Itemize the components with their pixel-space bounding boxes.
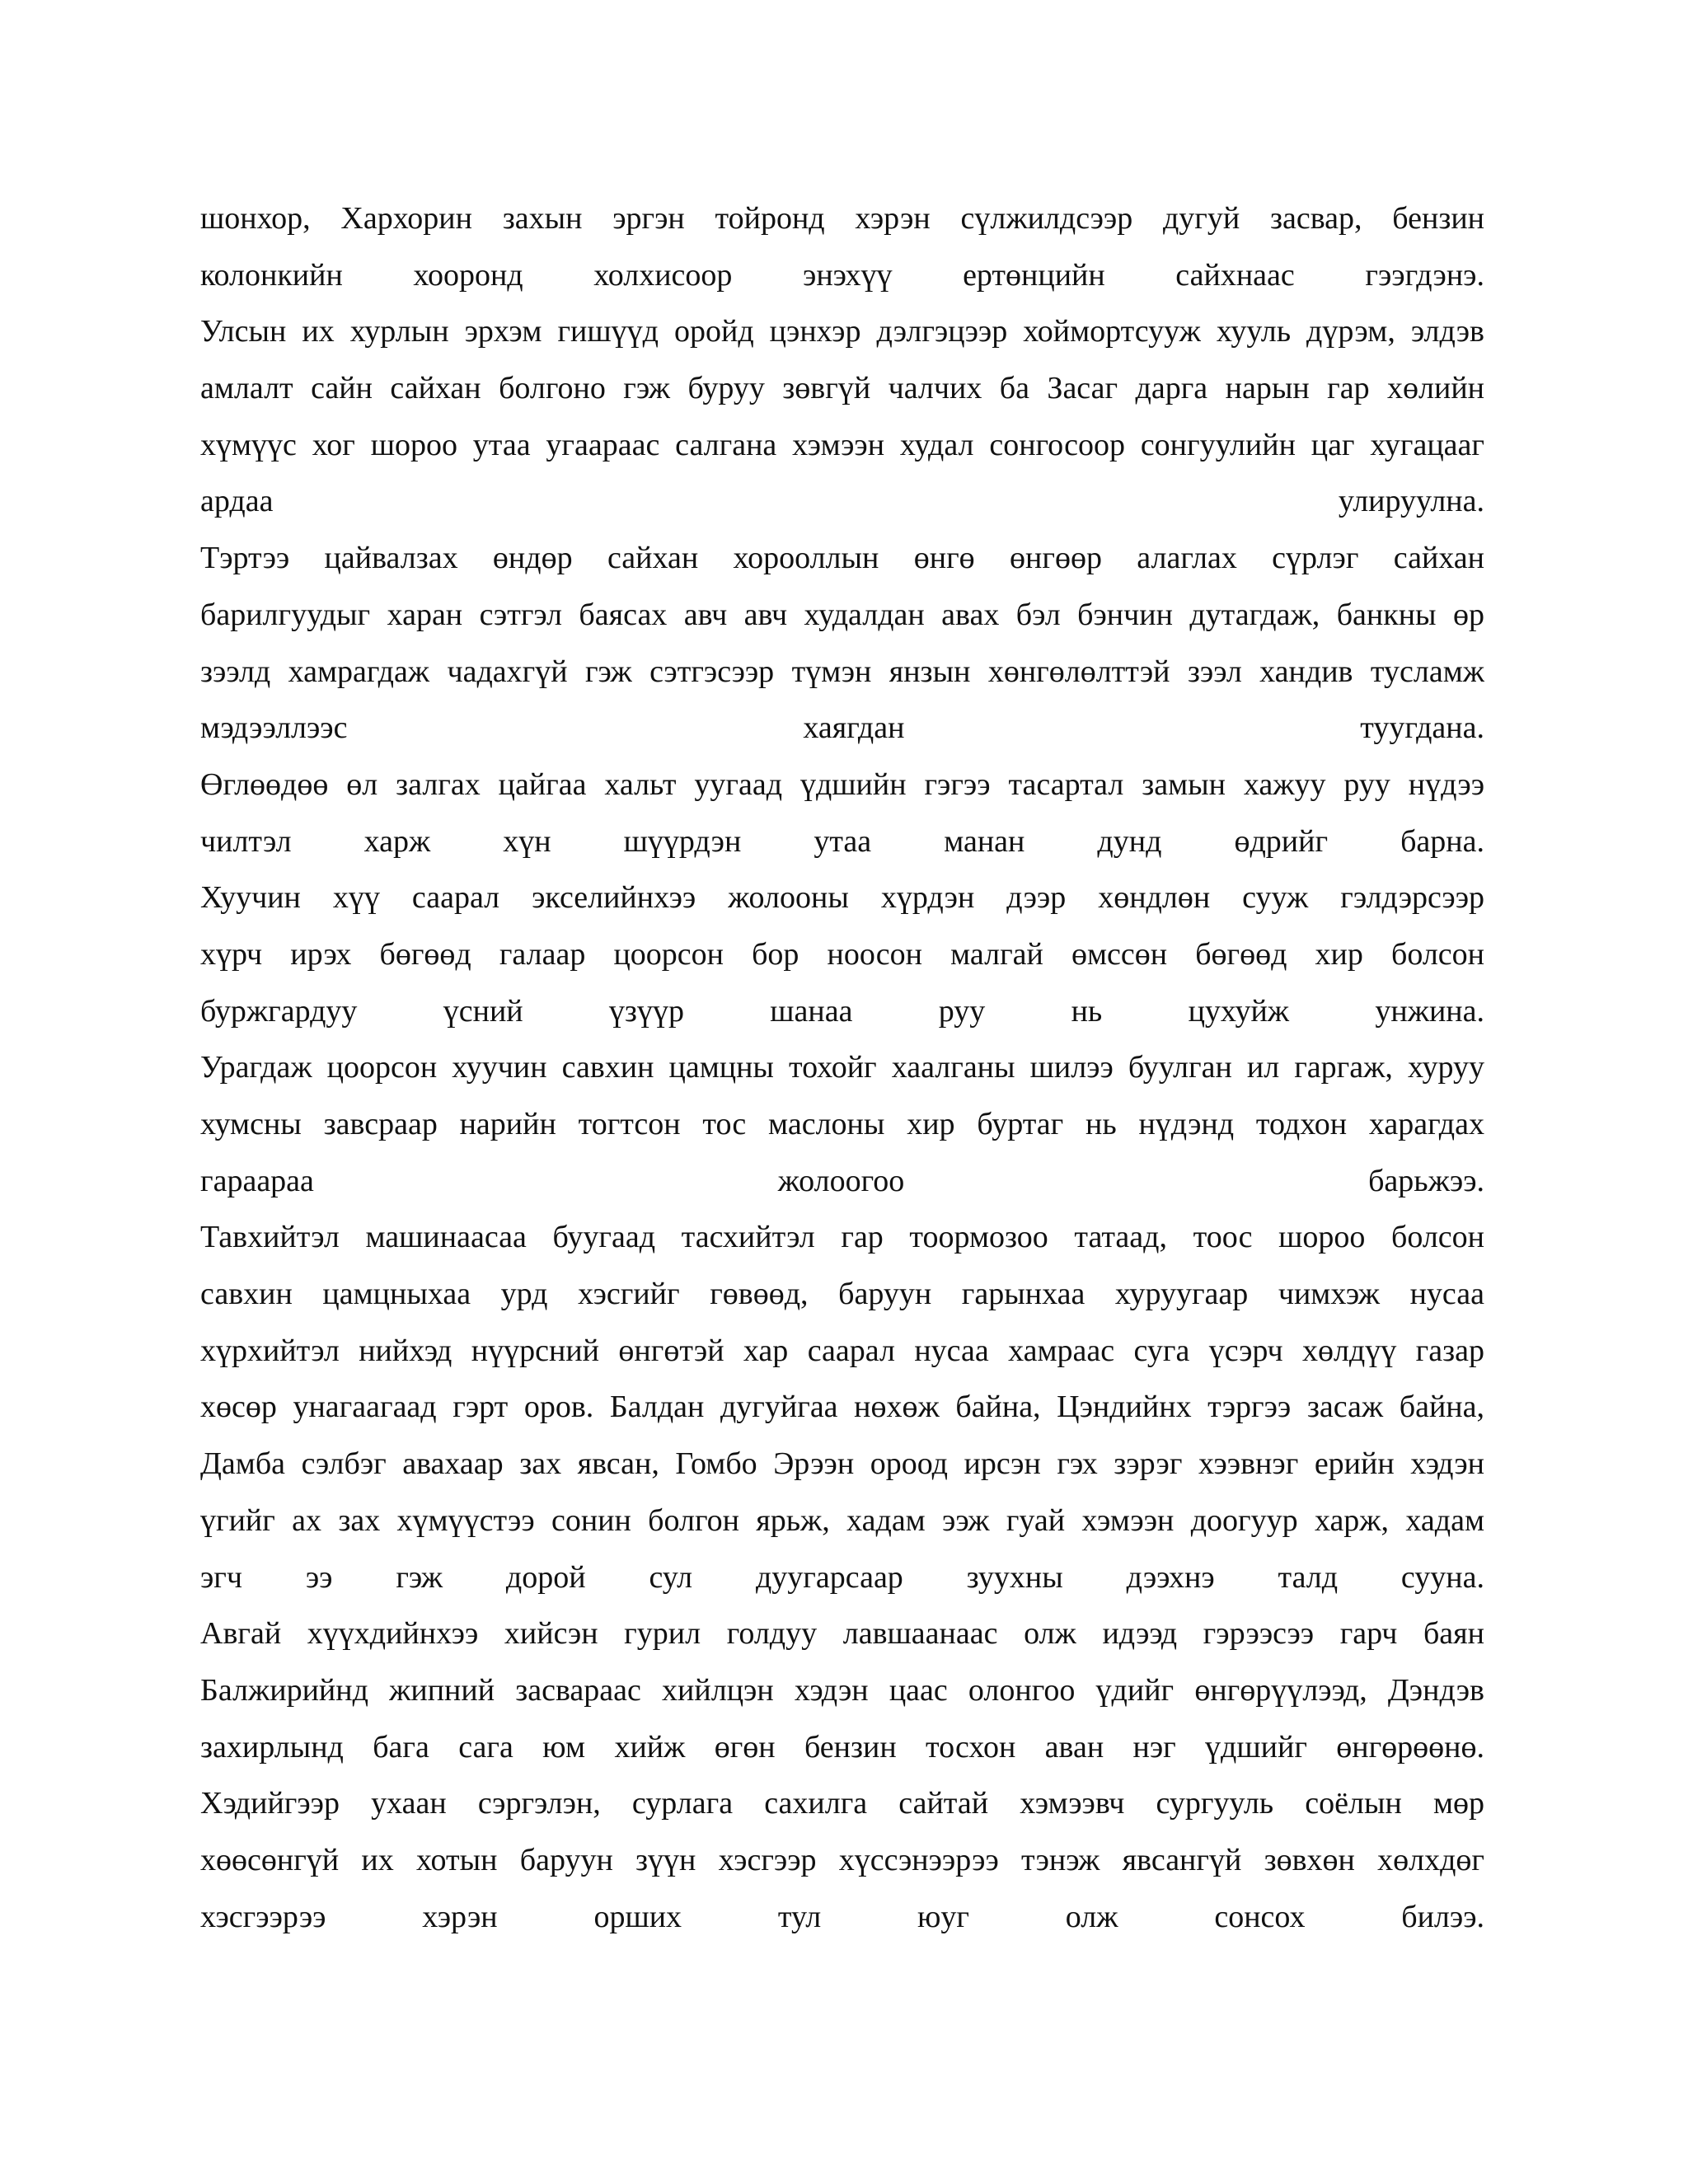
text-line: Хуучин хүү саарал экселийнхээ жолооны хүрдэн дээр хөндлөн сууж гэлдэрсээр bbox=[200, 880, 1484, 916]
text-line: Тэртээ цайвалзах өндөр сайхан хорооллын өнгө өнгөөр алаглах сүрлэг сайхан bbox=[200, 541, 1484, 576]
text-line: мэдээллээс хаягдан туугдана. bbox=[200, 710, 1484, 746]
text-line: зээлд хамрагдаж чадахгүй гэж сэтгэсээр түмэн янзын хөнгөлөлттэй зээл хандив тусламж bbox=[200, 654, 1484, 689]
text-line: колонкийн хооронд холхисоор энэхүү ертөнцийн сайхнаас гээгдэнэ. bbox=[200, 257, 1484, 293]
text-line: хүрхийтэл нийхэд нүүрсний өнгөтэй хар саарал нусаа хамраас суга үсэрч хөлдүү газар bbox=[200, 1333, 1484, 1368]
text-line: Дамба сэлбэг авахаар зах явсан, Гомбо Эрээн ороод ирсэн гэх зэрэг хээвнэг ерийн хэдэн bbox=[200, 1446, 1484, 1482]
text-line: ардаа улируулна. bbox=[200, 484, 1484, 519]
text-line: эгч ээ гэж дорой сул дуугарсаар зуухны дээхнэ талд сууна. bbox=[200, 1559, 1484, 1595]
text-line: гараараа жолоогоо барьжээ. bbox=[200, 1163, 1484, 1198]
text-line: хэсгээрээ хэрэн орших тул юуг олж сонсох билээ. bbox=[200, 1899, 1484, 1934]
text-line: Тавхийтэл машинаасаа буугаад тасхийтэл гар тоормозоо татаад, тоос шороо болсон bbox=[200, 1220, 1484, 1255]
text-line: амлалт сайн сайхан болгоно гэж буруу зөвгүй чалчих ба Засаг дарга нарын гар хөлийн bbox=[200, 371, 1484, 406]
text-line: савхин цамцныхаа урд хэсгийг гөвөөд, баруун гарынхаа хуруугаар чимхэж нусаа bbox=[200, 1277, 1484, 1312]
document-body-text bbox=[200, 194, 1484, 1949]
text-line: Хэдийгээр ухаан сэргэлэн, сурлага сахилга сайтай хэмээвч сургууль соёлын мөр bbox=[200, 1786, 1484, 1821]
text-line: Балжирийнд жипний засвараас хийлцэн хэдэн цаас олонгоо үдийг өнгөрүүлээд, Дэндэв bbox=[200, 1672, 1484, 1708]
text-line: хумсны завсраар нарийн тогтсон тос маслоны хир буртаг нь нүдэнд тодхон харагдах bbox=[200, 1107, 1484, 1141]
text-line: Авгай хүүхдийнхээ хийсэн гурил голдуу лавшаанаас олж идээд гэрээсээ гарч баян bbox=[200, 1616, 1484, 1652]
text-line: Өглөөдөө өл залгах цайгаа хальт уугаад үдшийн гэгээ тасартал замын хажуу руу нүдээ bbox=[200, 766, 1484, 802]
text-line: барилгуудыг харан сэтгэл баясах авч авч худалдан авах бэл бэнчин дутагдаж, банкны өр bbox=[200, 597, 1484, 632]
text-line: үгийг ах зах хүмүүстээ сонин болгон ярьж, хадам ээж гуай хэмээн доогуур харж, хадам bbox=[200, 1502, 1484, 1538]
text-line: хүрч ирэх бөгөөд галаар цоорсон бор ноосон малгай өмссөн бөгөөд хир болсон bbox=[200, 936, 1484, 972]
text-line: буржгардуу үсний үзүүр шанаа руу нь цухуйж унжина. bbox=[200, 993, 1484, 1029]
text-line: хөөсөнгүй их хотын баруун зүүн хэсгээр хүссэнээрээ тэнэж явсангүй зөвхөн хөлхдөг bbox=[200, 1842, 1484, 1877]
text-line: шонхор, Хархорин захын эргэн тойронд хэрэн сүлжилдсээр дугуй засвар, бензин bbox=[200, 201, 1484, 236]
text-line: Урагдаж цоорсон хуучин савхин цамцны тохойг хаалганы шилээ буулган ил гаргаж, хуруу bbox=[200, 1050, 1484, 1085]
text-line: захирлынд бага сага юм хийж өгөн бензин тосхон аван нэг үдшийг өнгөрөөнө. bbox=[200, 1729, 1484, 1765]
text-line: хөсөр унагаагаад гэрт оров. Балдан дугуйгаа нөхөж байна, Цэндийнх тэргээ засаж байна, bbox=[200, 1390, 1484, 1425]
text-line: хүмүүс хог шороо утаа угаараас салгана хэмээн худал сонгосоор сонгуулийн цаг хугацааг bbox=[200, 427, 1484, 462]
text-line: Улсын их хурлын эрхэм гишүүд оройд цэнхэр дэлгэцээр хоймортсууж хууль дүрэм, элдэв bbox=[200, 314, 1484, 349]
text-line: чилтэл харж хүн шүүрдэн утаа манан дунд өдрийг барна. bbox=[200, 823, 1484, 859]
